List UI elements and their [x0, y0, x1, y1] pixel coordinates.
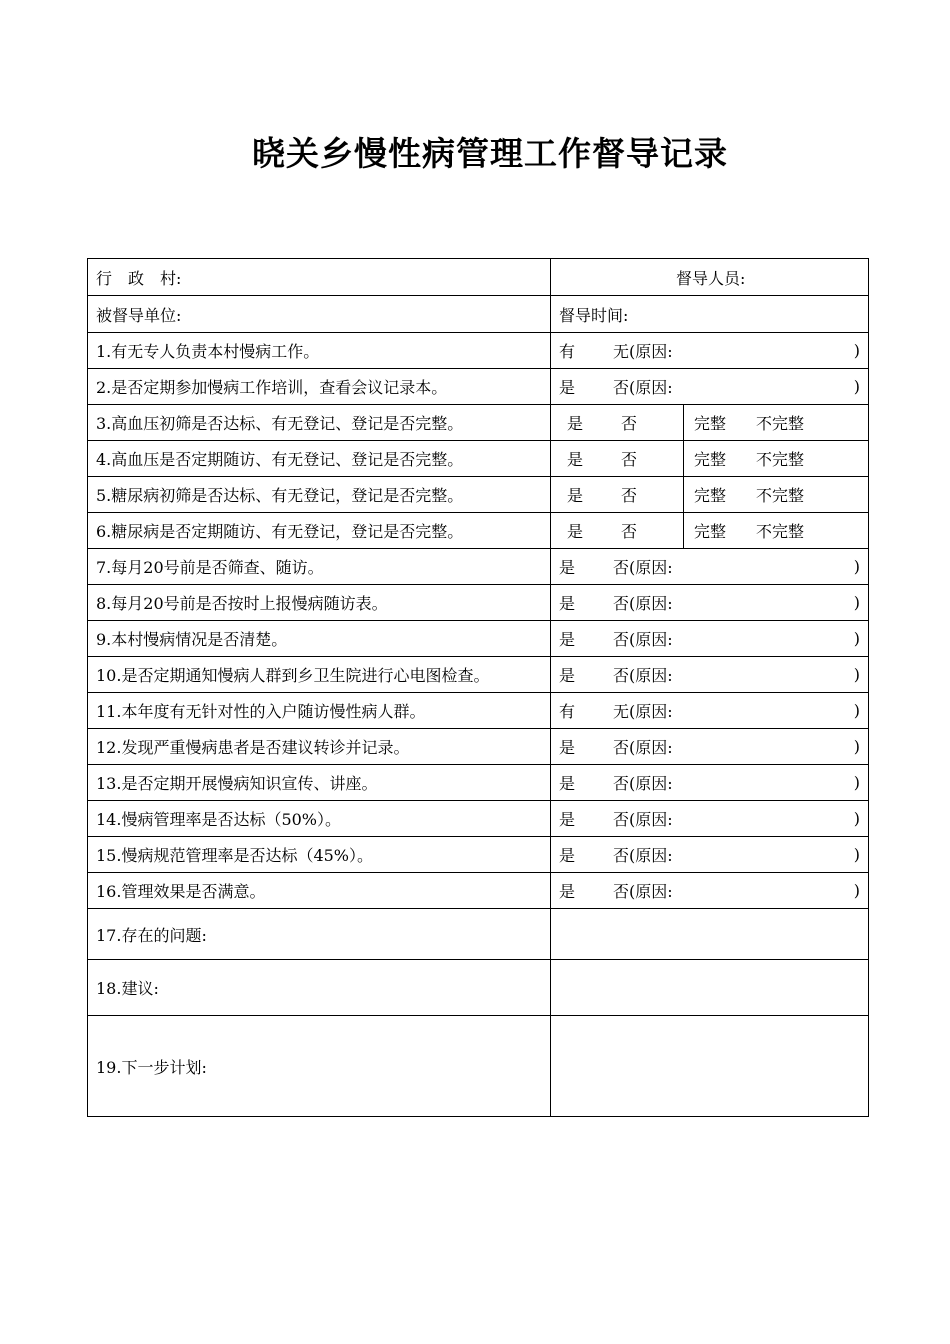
question-text: 9.本村慢病情况是否清楚。 [96, 630, 288, 649]
reason-label[interactable]: (原因: [629, 810, 673, 829]
question-cell [88, 405, 551, 441]
reason-close: ) [853, 593, 860, 612]
option-yes[interactable]: 有 [559, 702, 576, 721]
question-text: 1.有无专人负责本村慢病工作。 [96, 342, 320, 361]
question-cell [88, 765, 551, 801]
supervisor-label: 督导人员: [676, 268, 746, 288]
option-yes[interactable]: 是 [567, 414, 584, 433]
supervision-form-table [87, 258, 869, 1117]
option-yes[interactable]: 有 [559, 342, 576, 361]
option-complete[interactable]: 完整 [694, 522, 727, 541]
option-incomplete[interactable]: 不完整 [756, 414, 805, 433]
question-row [88, 369, 869, 405]
reason-label[interactable]: (原因: [629, 558, 673, 577]
option-no[interactable]: 否 [613, 774, 630, 793]
reason-close: ) [853, 737, 860, 756]
question-row [88, 801, 869, 837]
question-cell [88, 549, 551, 585]
answer-cell [551, 729, 869, 765]
question-row [88, 873, 869, 909]
open-row-suggestions [88, 960, 869, 1016]
unit-field[interactable] [88, 296, 551, 333]
reason-close: ) [853, 809, 860, 828]
question-text: 13.是否定期开展慢病知识宣传、讲座。 [96, 774, 378, 793]
question-row [88, 729, 869, 765]
answer-cell [551, 801, 869, 837]
option-no[interactable]: 否 [613, 594, 630, 613]
option-no[interactable]: 否 [621, 486, 638, 505]
question-row [88, 657, 869, 693]
suggestions-label-cell [88, 960, 551, 1016]
option-yes[interactable]: 是 [559, 558, 576, 577]
option-no[interactable]: 否 [613, 630, 630, 649]
question-cell [88, 693, 551, 729]
reason-close: ) [853, 665, 860, 684]
question-cell [88, 441, 551, 477]
option-no[interactable]: 否 [613, 846, 630, 865]
question-row [88, 621, 869, 657]
reason-close: ) [853, 377, 860, 396]
village-field[interactable] [88, 259, 551, 296]
question-cell [88, 513, 551, 549]
option-no[interactable]: 否 [621, 414, 638, 433]
village-label: 行 政 村: [96, 268, 182, 288]
option-no[interactable]: 否 [613, 558, 630, 577]
option-complete[interactable]: 完整 [694, 414, 727, 433]
reason-label[interactable]: (原因: [629, 882, 673, 901]
question-cell [88, 801, 551, 837]
question-text: 14.慢病管理率是否达标（50%）。 [96, 810, 342, 829]
answer-cell [551, 873, 869, 909]
option-no[interactable]: 否 [613, 378, 630, 397]
question-row [88, 405, 869, 441]
question-cell [88, 585, 551, 621]
question-text: 12.发现严重慢病患者是否建议转诊并记录。 [96, 738, 410, 757]
reason-close: ) [853, 701, 860, 720]
answer-cell [551, 621, 869, 657]
plan-label-cell [88, 1016, 551, 1117]
option-yes[interactable]: 是 [559, 738, 576, 757]
question-text: 5.糖尿病初筛是否达标、有无登记，登记是否完整。 [96, 486, 464, 505]
question-row [88, 693, 869, 729]
reason-label[interactable]: (原因: [629, 702, 673, 721]
answer-cell [551, 837, 869, 873]
option-no[interactable]: 否 [621, 522, 638, 541]
reason-close: ) [853, 341, 860, 360]
option-yes[interactable]: 是 [559, 882, 576, 901]
option-no[interactable]: 否 [613, 738, 630, 757]
reason-label[interactable]: (原因: [629, 774, 673, 793]
answer-cell [551, 765, 869, 801]
supervisor-field[interactable] [551, 259, 869, 296]
option-no[interactable]: 否 [613, 882, 630, 901]
option-no[interactable]: 无 [613, 342, 630, 361]
problems-label-cell [88, 909, 551, 960]
suggestions-answer-cell[interactable] [551, 960, 869, 1016]
option-yes[interactable]: 是 [559, 378, 576, 397]
answer-cell [551, 549, 869, 585]
question-text: 3.高血压初筛是否达标、有无登记、登记是否完整。 [96, 414, 464, 433]
answer-cell [551, 441, 869, 477]
question-row [88, 513, 869, 549]
reason-label[interactable]: (原因: [629, 594, 673, 613]
option-yes[interactable]: 是 [559, 774, 576, 793]
suggestions-label: 18.建议: [96, 979, 159, 998]
question-text: 15.慢病规范管理率是否达标（45%）。 [96, 846, 374, 865]
question-text: 7.每月20号前是否筛查、随访。 [96, 558, 324, 577]
question-cell [88, 369, 551, 405]
answer-cell [551, 477, 869, 513]
question-row [88, 765, 869, 801]
answer-cell [551, 585, 869, 621]
option-no[interactable]: 否 [613, 810, 630, 829]
option-incomplete[interactable]: 不完整 [756, 522, 805, 541]
reason-close: ) [853, 557, 860, 576]
reason-close: ) [853, 845, 860, 864]
option-yes[interactable]: 是 [559, 594, 576, 613]
option-complete[interactable]: 完整 [694, 486, 727, 505]
time-field[interactable] [551, 296, 869, 333]
option-incomplete[interactable]: 不完整 [756, 486, 805, 505]
open-row-plan [88, 1016, 869, 1117]
reason-close: ) [853, 773, 860, 792]
question-row [88, 837, 869, 873]
question-text: 4.高血压是否定期随访、有无登记、登记是否完整。 [96, 450, 464, 469]
question-row [88, 441, 869, 477]
reason-label[interactable]: (原因: [629, 738, 673, 757]
question-text: 2.是否定期参加慢病工作培训，查看会议记录本。 [96, 378, 448, 397]
plan-answer-cell[interactable] [551, 1016, 869, 1117]
question-cell [88, 729, 551, 765]
answer-cell [551, 693, 869, 729]
reason-close: ) [853, 881, 860, 900]
answer-cell [551, 513, 869, 549]
plan-label: 19.下一步计划: [96, 1057, 207, 1077]
question-row [88, 333, 869, 369]
option-yes[interactable]: 是 [567, 522, 584, 541]
option-yes[interactable]: 是 [567, 486, 584, 505]
problems-answer-cell[interactable] [551, 909, 869, 960]
question-cell [88, 837, 551, 873]
question-cell [88, 333, 551, 369]
reason-label[interactable]: (原因: [629, 378, 673, 397]
question-row [88, 585, 869, 621]
reason-label[interactable]: (原因: [629, 342, 673, 361]
option-yes[interactable]: 是 [559, 846, 576, 865]
answer-cell [551, 333, 869, 369]
reason-close: ) [853, 629, 860, 648]
question-cell [88, 657, 551, 693]
problems-label: 17.存在的问题: [96, 925, 207, 945]
option-no[interactable]: 否 [613, 666, 630, 685]
page-title: 晓关乡慢性病管理工作督导记录 [252, 134, 728, 173]
unit-label: 被督导单位: [96, 305, 182, 325]
option-complete[interactable]: 完整 [694, 450, 727, 469]
question-cell [88, 621, 551, 657]
question-text: 8.每月20号前是否按时上报慢病随访表。 [96, 594, 388, 613]
option-incomplete[interactable]: 不完整 [756, 450, 805, 469]
header-row-village [88, 259, 869, 296]
reason-label[interactable]: (原因: [629, 666, 673, 685]
option-no[interactable]: 无 [613, 702, 630, 721]
question-row [88, 549, 869, 585]
question-text: 11.本年度有无针对性的入户随访慢性病人群。 [96, 702, 426, 721]
option-no[interactable]: 否 [621, 450, 638, 469]
option-yes[interactable]: 是 [559, 630, 576, 649]
answer-cell [551, 405, 869, 441]
reason-label[interactable]: (原因: [629, 630, 673, 649]
option-yes[interactable]: 是 [559, 666, 576, 685]
question-text: 10.是否定期通知慢病人群到乡卫生院进行心电图检查。 [96, 666, 490, 685]
option-yes[interactable]: 是 [559, 810, 576, 829]
question-row [88, 477, 869, 513]
answer-cell [551, 657, 869, 693]
reason-label[interactable]: (原因: [629, 846, 673, 865]
question-cell [88, 477, 551, 513]
question-text: 16.管理效果是否满意。 [96, 882, 266, 901]
time-label: 督导时间: [559, 305, 629, 325]
option-yes[interactable]: 是 [567, 450, 584, 469]
question-text: 6.糖尿病是否定期随访、有无登记，登记是否完整。 [96, 522, 464, 541]
question-cell [88, 873, 551, 909]
header-row-unit [88, 296, 869, 333]
open-row-problems [88, 909, 869, 960]
answer-cell [551, 369, 869, 405]
